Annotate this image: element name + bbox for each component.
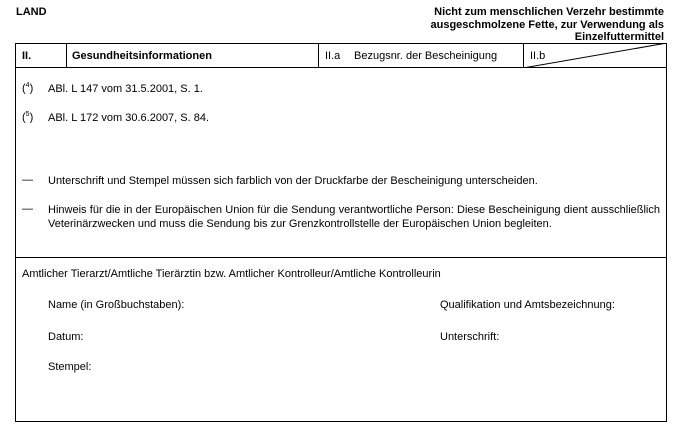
section-divider bbox=[15, 257, 667, 258]
qualification-label: Qualifikation und Amtsbezeichnung: bbox=[440, 299, 615, 311]
note-text: Hinweis für die in der Europäischen Union für die Sendung verantwortliche Person: Diese Bescheinigung dient ausschließlich Veterinärzwecken und muss die Sendung bis zur Grenzkontrollstelle der Europäischen Union begleiten. bbox=[48, 204, 660, 230]
footnote-marker: ($^5$) bbox=[22, 111, 34, 124]
note-text: Unterschrift und Stempel müssen sich farblich von der Druckfarbe der Bescheinigung unterscheiden. bbox=[48, 175, 538, 187]
date-label: Datum: bbox=[48, 331, 84, 343]
certificate-title-line-2: ausgeschmolzene Fette, zur Verwendung als bbox=[430, 18, 664, 31]
section-title: Gesundheitsinformationen bbox=[72, 50, 212, 62]
footnote-text: ABl. L 147 vom 31.5.2001, S. 1. bbox=[48, 83, 203, 95]
certificate-title-line-1: Nicht zum menschlichen Verzehr bestimmte bbox=[434, 6, 664, 18]
official-vet-heading: Amtlicher Tierarzt/Amtliche Tierärztin bzw. Amtlicher Kontrolleur/Amtliche Kontrolleurin bbox=[22, 268, 441, 280]
note-dash: — bbox=[22, 174, 33, 186]
header-divider bbox=[318, 43, 319, 68]
certificate-frame bbox=[15, 43, 667, 422]
header-divider bbox=[66, 43, 67, 68]
country-label: LAND bbox=[16, 6, 47, 18]
footnote-marker: ($^4$) bbox=[22, 82, 34, 95]
ref-a-code: II.a bbox=[325, 50, 341, 62]
ref-a-label: Bezugsnr. der Bescheinigung bbox=[354, 50, 498, 62]
signature-label: Unterschrift: bbox=[440, 331, 500, 343]
stamp-label: Stempel: bbox=[48, 361, 92, 373]
name-label: Name (in Großbuchstaben): bbox=[48, 299, 185, 311]
note-dash: — bbox=[22, 203, 33, 215]
footnote-text: ABl. L 172 vom 30.6.2007, S. 84. bbox=[48, 112, 210, 124]
certificate-title-line-3: Einzelfuttermittel bbox=[574, 31, 664, 43]
certificate-title bbox=[364, 6, 664, 44]
ref-b-code: II.b bbox=[530, 50, 546, 62]
section-number: II. bbox=[22, 50, 32, 62]
